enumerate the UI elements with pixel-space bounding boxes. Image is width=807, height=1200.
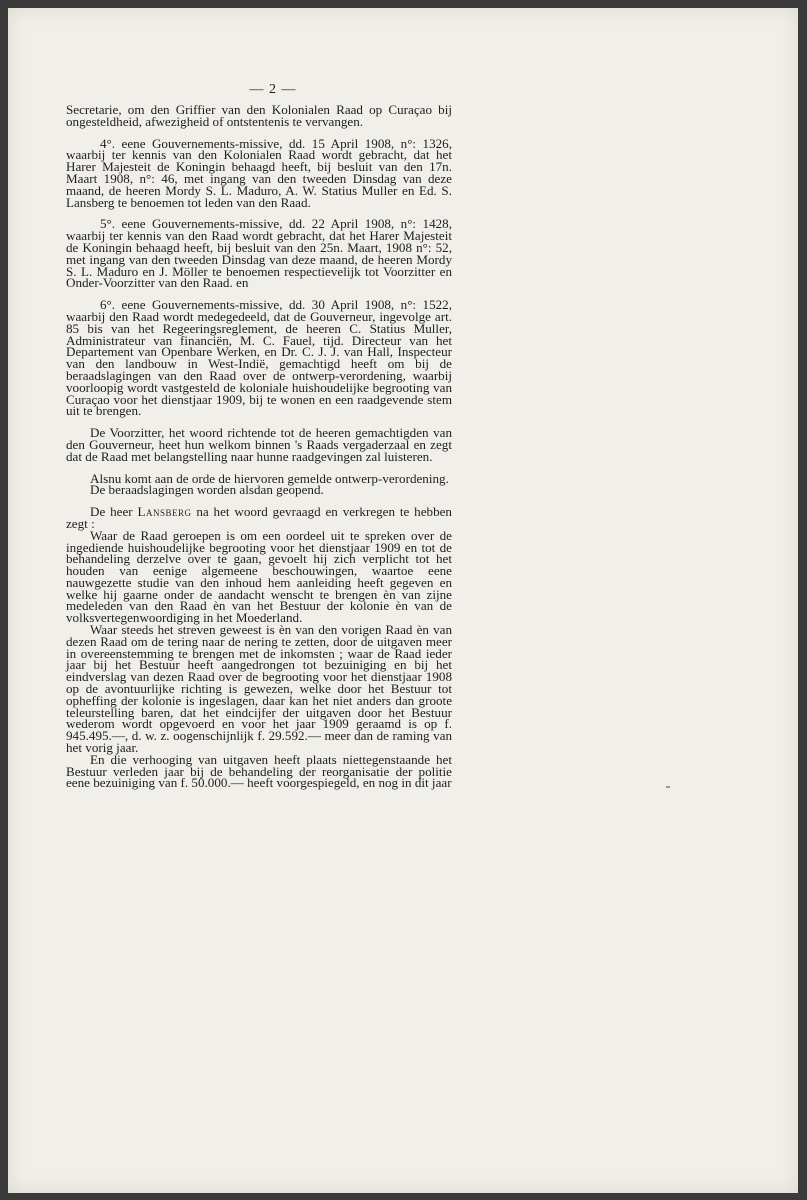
paragraph-item-6: 6°. eene Gouvernements-missive, dd. 30 April 1908, n°: 1522, waarbij den Raad wordt medegedeeld, dat de Gouverneur, ingevolge art. 85 bis van het Regeeringsreglement, de heeren C. Statius Muller, Administrateur van financiën, M. C. Fauel, tijd. Directeur van het Departement van Openbare Werken, en Dr. C. J. J. van Hall, Inspecteur van den landbouw in West-Indië, gemachtigd heeft om bij de beraadslagingen van den Raad over de ontwerp-verordening, waarbij voorloopig wordt vastgesteld de koloniale huishoudelijke begrooting van Curaçao voor het dienstjaar 1909, bij te wonen en een raadgevende stem uit te brengen.	[66, 297, 452, 419]
text-column	[66, 104, 452, 789]
margin-mark	[666, 786, 670, 788]
speech-paragraph-2: Waar steeds het streven geweest is èn van den vorigen Raad èn van dezen Raad om de tering naar de nering te zetten, door de uitgaven meer in overeenstemming te brengen met de inkomsten ; waar de Raad ieder jaar bij het Bestuur heeft aangedrongen tot bezuiniging en bij het eindverslag van dezen Raad over de begrooting voor het dienstjaar 1908 op de avontuurlijke richting is gewezen, welke door het Bestuur tot opheffing der kolonie is ingeslagen, daar kan het niet anders dan groote teleurstelling baren, dat het eindcijfer der uitgaven door het Bestuur wederom wordt opgevoerd en voor het jaar 1909 geraamd is op f. 945.495.—, d. w. z. oogenschijnlijk f. 29.592.— meer dan de raming van het vorig jaar.	[66, 622, 452, 756]
page-number: — 2 —	[249, 82, 297, 97]
paragraph-item-4: 4°. eene Gouvernements-missive, dd. 15 April 1908, n°: 1326, waarbij ter kennis van den Kolonialen Raad wordt gebracht, dat het Harer Majesteit de Koningin behaagd heeft, bij besluit van den 17n. Maart 1908, n°: 46, met ingang van den tweeden Dinsdag van deze maand, de heeren Mordy S. L. Maduro, A. W. Statius Muller en Ed. S. Lansberg te benoemen tot leden van den Raad.	[66, 135, 452, 210]
speech-paragraph-1: Waar de Raad geroepen is om een oordeel uit te spreken over de ingediende huishoudelijke begrooting voor het dienstjaar 1909 en tot de behandeling derzelve over te gaan, gevoelt hij zich verplicht tot het houden van eenige algemeene beschouwingen, waartoe eene nauwgezette studie van den inhoud hem aanleiding heeft gegeven en welke hij gaarne onder de aandacht wenscht te brengen èn van zijne medeleden van den Raad èn van het Bestuur der kolonie èn van de volksvertegenwoordiging in het Moederland.	[66, 527, 452, 626]
speech-paragraph-3: En die verhooging van uitgaven heeft plaats niettegenstaande het Bestuur verleden jaar bij de behandeling der reorganisatie der politie eene bezuiniging van f. 50.000.— heeft voorgespiegeld, en nog in dit jaar	[66, 751, 452, 791]
paragraph-item-5: 5°. eene Gouvernements-missive, dd. 22 April 1908, n°: 1428, waarbij ter kennis van den Raad wordt gebracht, dat het Harer Majesteit de Koningin behaagd heeft, bij besluit van den 25n. Maart, 1908 n°: 52, met ingang van den tweeden Dinsdag van deze maand, de heeren Mordy S. L. Maduro en J. Möller te benoemen respectievelijk tot Voorzitter en Onder-Voorzitter van den Raad. en	[66, 216, 452, 291]
paragraph-agenda: Alsnu komt aan de orde de hiervoren gemelde ontwerp-verordening.	[90, 470, 449, 486]
speaker-prefix: De heer	[90, 504, 133, 520]
document-page	[8, 8, 798, 1193]
paragraph-opened: De beraadslagingen worden alsdan geopend.	[90, 482, 324, 498]
paragraph-secretarie: Secretarie, om den Griffier van den Kolonialen Raad op Curaçao bij ongesteldheid, afwezigheid of ontstentenis te vervangen.	[66, 102, 452, 129]
speaker-suffix: na het woord gevraagd en verkregen te hebben zegt :	[66, 504, 452, 531]
paragraph-speaker	[66, 506, 452, 530]
speaker-name: Lansberg	[137, 504, 192, 520]
paragraph-voorzitter: De Voorzitter, het woord richtende tot de heeren gemachtigden van den Gouverneur, heet hun welkom binnen 's Raads vergaderzaal en zegt dat de Raad met belangstelling naar hunne raadgevingen zal luisteren.	[66, 425, 452, 464]
